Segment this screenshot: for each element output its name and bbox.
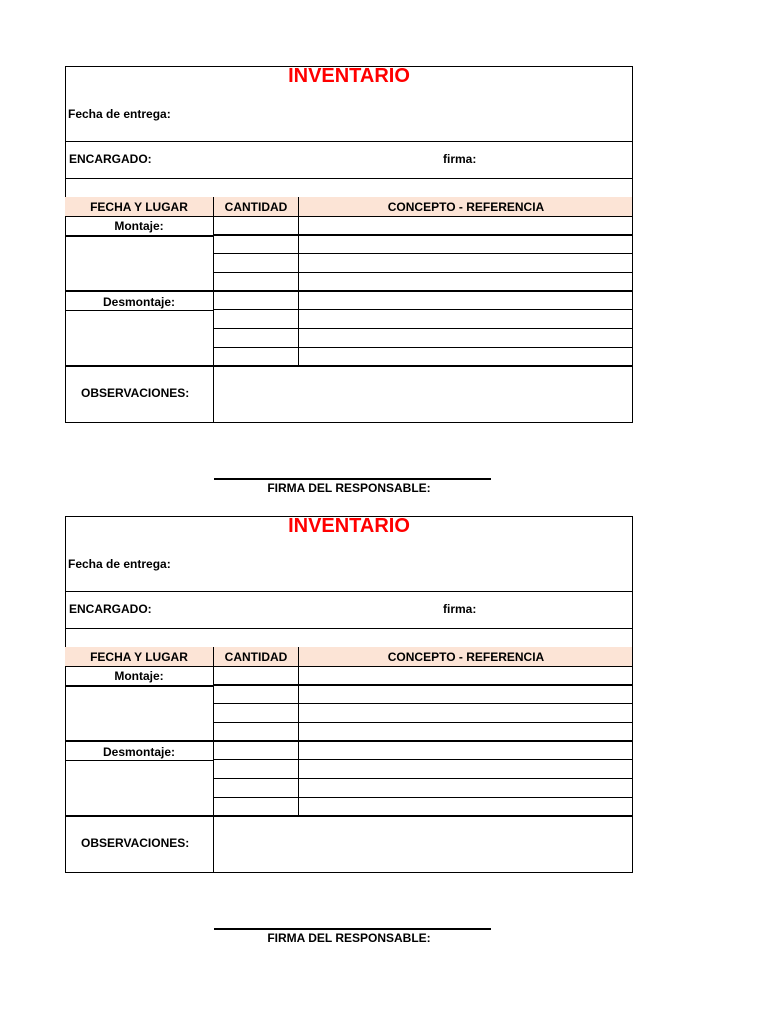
- signature-label: FIRMA DEL RESPONSABLE:: [267, 931, 431, 945]
- divider: [213, 234, 633, 236]
- divider: [65, 760, 213, 761]
- desmontaje-label: Desmontaje:: [102, 295, 176, 309]
- divider: [213, 759, 633, 760]
- divider: [65, 216, 633, 217]
- signature-line: [214, 928, 491, 930]
- divider: [213, 253, 633, 254]
- form-title: INVENTARIO: [288, 515, 410, 537]
- encargado-label: ENCARGADO:: [69, 602, 152, 616]
- divider: [65, 666, 633, 667]
- column-divider: [213, 647, 214, 873]
- divider: [65, 310, 213, 311]
- observaciones-label: OBSERVACIONES:: [81, 386, 190, 400]
- signature-label: FIRMA DEL RESPONSABLE:: [267, 481, 431, 495]
- signature-line: [214, 478, 491, 480]
- firma-label: firma:: [443, 602, 477, 616]
- form-title: INVENTARIO: [288, 65, 410, 87]
- divider: [213, 778, 633, 779]
- divider: [65, 685, 213, 687]
- column-divider: [298, 647, 299, 815]
- firma-label: firma:: [443, 152, 477, 166]
- divider: [213, 309, 633, 310]
- divider: [65, 141, 633, 142]
- divider: [65, 235, 213, 237]
- divider: [213, 347, 633, 348]
- header-fecha-lugar: FECHA Y LUGAR: [90, 200, 188, 214]
- divider: [65, 290, 633, 292]
- header-cantidad: CANTIDAD: [224, 200, 288, 214]
- montaje-label: Montaje:: [114, 669, 164, 683]
- observaciones-label: OBSERVACIONES:: [81, 836, 190, 850]
- divider: [65, 740, 633, 742]
- divider: [65, 815, 633, 817]
- column-divider: [213, 197, 214, 423]
- divider: [213, 328, 633, 329]
- fecha-entrega-label: Fecha de entrega:: [68, 557, 171, 571]
- header-fecha-lugar: FECHA Y LUGAR: [90, 650, 188, 664]
- fecha-entrega-label: Fecha de entrega:: [68, 107, 171, 121]
- divider: [213, 684, 633, 686]
- column-divider: [298, 197, 299, 365]
- desmontaje-label: Desmontaje:: [102, 745, 176, 759]
- divider: [213, 272, 633, 273]
- header-concepto-referencia: CONCEPTO - REFERENCIA: [387, 650, 545, 664]
- montaje-label: Montaje:: [114, 219, 164, 233]
- divider: [213, 703, 633, 704]
- divider: [213, 797, 633, 798]
- inventory-form-1: [65, 66, 633, 423]
- header-cantidad: CANTIDAD: [224, 650, 288, 664]
- divider: [213, 722, 633, 723]
- inventory-form-2: [65, 516, 633, 873]
- divider: [65, 628, 633, 629]
- divider: [65, 365, 633, 367]
- header-concepto-referencia: CONCEPTO - REFERENCIA: [387, 200, 545, 214]
- divider: [65, 591, 633, 592]
- encargado-label: ENCARGADO:: [69, 152, 152, 166]
- divider: [65, 178, 633, 179]
